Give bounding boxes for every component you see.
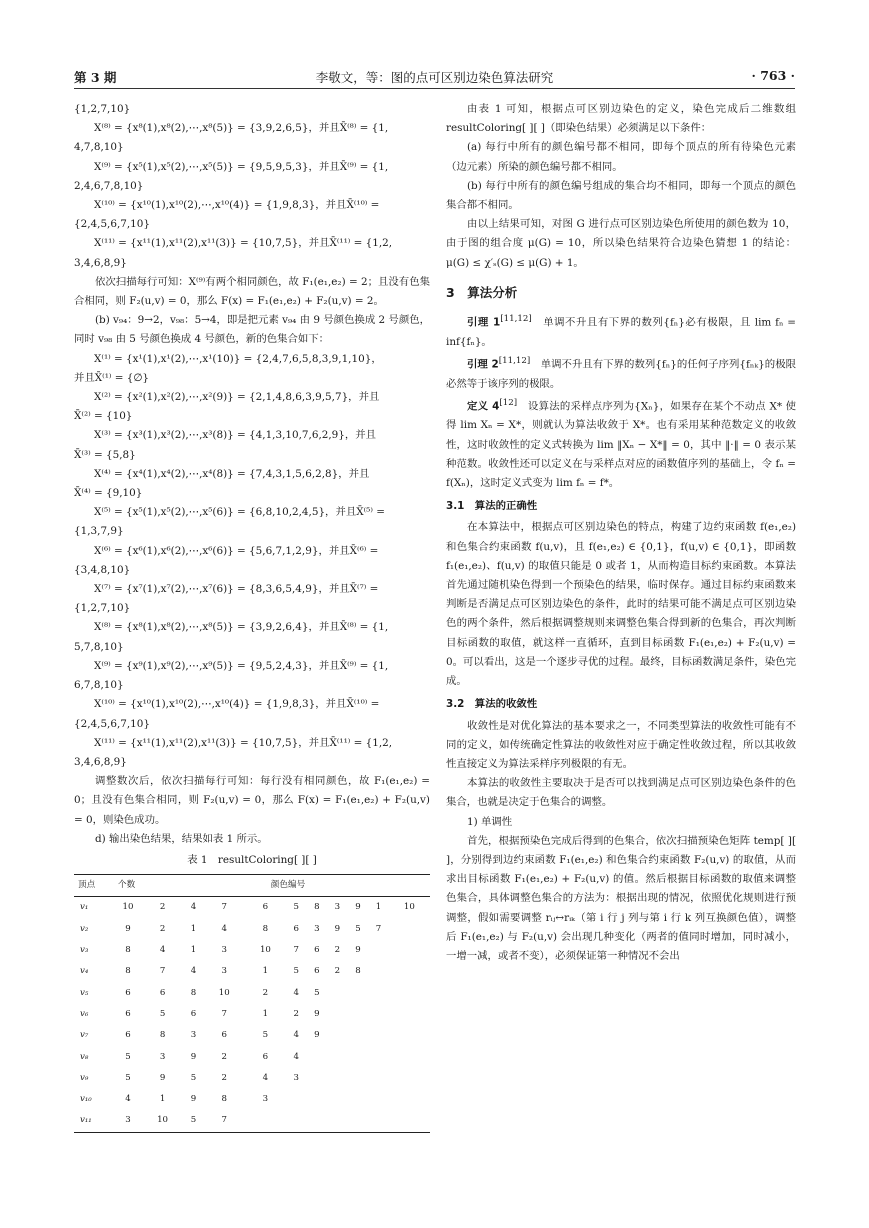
table-caption: 表 1 resultColoring[ ][ ] [187,853,317,866]
color-cell: 4 [190,966,197,977]
table-row [74,940,430,961]
color-cell: 3 [262,1094,269,1105]
result-table [74,874,430,1133]
color-cell: 6 [262,902,269,913]
color-cell: 5 [293,902,299,913]
equation-line: X̄⁽²⁾ = {10} [74,410,133,423]
vertex-cell: v₇ [80,1030,89,1041]
color-cell: 8 [159,1030,166,1041]
color-cell [368,1089,389,1110]
color-cell: 7 [375,923,382,934]
color-cell [389,1110,430,1132]
color-cell: 7 [221,1008,227,1019]
color-cell: 2 [159,923,166,934]
color-cell: 3 [159,1051,166,1062]
color-cell [389,940,430,961]
equation-line: X⁽¹¹⁾ = {x¹¹(1),x¹¹(2),x¹¹(3)} = {10,7,5}，并且X̄⁽¹¹⁾ = {1,2, [94,736,393,749]
color-cell: 5 [159,1008,166,1019]
color-cell [327,1004,348,1025]
color-cell [368,1068,389,1089]
lemma-1 [446,310,796,352]
color-cell [348,1025,369,1046]
color-cell: 3 [221,945,227,956]
color-cell: 7 [221,902,227,913]
color-cell: 6 [159,987,166,998]
paragraph: 调整数次后，依次扫描每行可知：每行没有相同颜色，故 F₁(e₁,e₂) = 0；且没有色集合相同，则 F₂(u,v) = 0，那么 F(x) = F₁(e₁,e₂) + F₂(u,v) = 0，则染色成功。 [74,775,430,826]
color-cell [307,1110,328,1132]
equation-line: X⁽³⁾ = {x³(1),x³(2),⋯,x³(8)} = {4,1,3,10,7,6,2,9}，并且 [94,429,377,442]
color-cell: 4 [221,923,227,934]
equation-line: X⁽¹⁾ = {x¹(1),x¹(2),⋯,x¹(10)} = {2,4,7,6,5,8,3,9,1,10}， [94,352,382,365]
color-cell: 6 [293,923,299,934]
vertex-cell: v₅ [80,987,89,998]
color-cell: 8 [221,1094,227,1105]
paragraph: 收敛性是对优化算法的基本要求之一，不同类型算法的收敛性可能有不同的定义，如传统确定性算法的收敛性对应于确定性收敛过程，所以其收敛性直接定义为算法采样序列极限的有无。 [446,719,796,770]
color-cell: 9 [190,1051,197,1062]
count-cell: 4 [125,1094,131,1105]
color-cell: 6 [314,945,320,956]
equation-line: X̄⁽³⁾ = {5,8} [74,448,136,461]
color-cell [348,1047,369,1068]
color-cell: 5 [293,966,299,977]
color-cell [389,983,430,1004]
color-cell: 3 [334,902,341,913]
color-cell [389,919,430,940]
equation-line: {1,3,7,9} [74,525,124,538]
paragraph: (a) 每行中所有的颜色编号都不相同，即每个顶点的所有待染色元素（边元素）所染的颜色编号都不相同。 [446,141,796,173]
color-cell [307,1089,328,1110]
equation-line: X⁽¹⁰⁾ = {x¹⁰(1),x¹⁰(2),⋯,x¹⁰(4)} = {1,9,8,3}，并且X̄⁽¹⁰⁾ = [94,199,380,212]
color-cell [389,1004,430,1025]
color-cell: 9 [159,1072,166,1083]
color-cell [245,1110,286,1132]
color-cell [389,1047,430,1068]
equation-line: X⁽⁸⁾ = {x⁸(1),x⁸(2),⋯,x⁸(5)} = {3,9,2,6,4}，并且X̄⁽⁸⁾ = {1, [94,621,389,634]
count-cell: 6 [125,1030,131,1041]
paragraph: 1) 单调性 [467,815,513,828]
vertex-cell: v₆ [80,1008,89,1019]
color-cell: 10 [403,902,415,913]
color-cell: 3 [314,923,320,934]
color-cell: 2 [334,966,341,977]
color-cell [368,940,389,961]
count-cell: 8 [125,945,131,956]
color-cell: 1 [190,923,197,934]
color-cell: 2 [262,987,269,998]
color-cell: 3 [293,1072,299,1083]
color-cell [389,961,430,982]
left-column [74,100,430,1133]
citation: [12] [499,397,518,408]
citation: [11,12] [498,355,531,366]
color-cell [327,1068,348,1089]
color-cell: 7 [293,945,299,956]
color-cell: 4 [293,987,299,998]
equation-line: X̄⁽⁴⁾ = {9,10} [74,487,143,500]
equation-line: X⁽⁴⁾ = {x⁴(1),x⁴(2),⋯,x⁴(8)} = {7,4,3,1,5,6,2,8}，并且 [94,467,370,480]
color-cell: 2 [221,1072,227,1083]
color-cell: 8 [355,966,361,977]
color-cell: 4 [262,1072,269,1083]
equation-line: X⁽⁹⁾ = {x⁵(1),x⁵(2),⋯,x⁵(5)} = {9,5,9,5,3}，并且X̄⁽⁹⁾ = {1, [94,160,389,173]
paragraph: d) 输出染色结果，结果如表 1 所示。 [95,832,268,845]
paragraph: (b) 每行中所有的颜色编号组成的集合均不相同，即每一个顶点的颜色集合都不相同。 [446,179,796,212]
equation-line: X⁽⁶⁾ = {x⁶(1),x⁶(2),⋯,x⁶(6)} = {5,6,7,1,2,9}，并且X̄⁽⁶⁾ = [94,544,379,557]
color-cell [368,1110,389,1132]
lemma-2 [446,352,796,394]
color-cell: 4 [293,1051,299,1062]
lemma-label: 引理 1 [467,316,501,329]
color-cell: 5 [190,1072,197,1083]
vertex-cell: v₁₁ [80,1115,92,1126]
color-cell [348,1068,369,1089]
paragraph: 在本算法中，根据点可区别边染色的特点，构建了边约束函数 f(e₁,e₂) 和色集合约束函数 f(u,v)，且 f(e₁,e₂) ∈ {0,1}，f(u,v) ∈ {0,1}，即函数 f₁(e₁,e₂)、f(u,v) 的取值只能是 0 或者 1，从而构造目标约束函数。本算法首先通过随机染色得到一个预染色的结果，临时保存。通过目标约束函数来判断是否满足点可区别边染色的条件，此时的结果可能不满足点可区别边染色的两个条件，然后根据调整规则来调整色集合得到新的色集合，再次判断目标函数的取值，就这样一直循环，直到目标函数 F₁(e₁,e₂) + F₂(u,v) = 0。可以看出，这是一个逐步寻优的过程。最终，目标函数满足条件，染色完成。 [446,521,796,688]
color-cell: 5 [190,1115,197,1126]
paragraph: 由以上结果可知，对图 G 进行点可区别边染色所使用的颜色数为 10，由于图的组合度 μ(G) = 10，所以染色结果符合边染色猜想 1 的结论：μ(G) ≤ χ′ₛ(G) ≤ μ(G) + 1。 [446,218,796,269]
count-cell: 5 [125,1051,131,1062]
color-cell: 8 [314,902,320,913]
definition-text: 设算法的采样点序列为{Xₙ}，如果存在某个不动点 X* 使得 lim Xₙ = X*，则就认为算法收敛于 X*。也有采用某种范数定义的收敛性，这时收敛性的定义式转换为 lim ‖Xₙ − X*‖ = 0，其中 ‖·‖ = 0 表示某种范数。收敛性还可以定义在与采样点对应的函数值序列的基础上，令 fₙ = f(Xₙ)，这时定义式变为 lim fₙ = f*。 [446,400,796,490]
equation-line: 3,4,6,8,9} [74,256,127,269]
color-cell: 6 [221,1030,227,1041]
equation-line: {1,2,7,10} [74,602,131,615]
paragraph: (b) v₉₄：9→2，v₉₈：5→4，即是把元素 v₉₄ 由 9 号颜色换成 2 号颜色，同时 v₉₈ 由 5 号颜色换成 4 号颜色，新的色集合如下： [74,314,430,346]
equation-line: X⁽⁵⁾ = {x⁵(1),x⁵(2),⋯,x⁵(6)} = {6,8,10,2,4,5}，并且X̄⁽⁵⁾ = [94,506,385,519]
color-cell: 1 [375,902,382,913]
vertex-cell: v₁₀ [80,1094,92,1105]
equation-line: X⁽²⁾ = {x²(1),x²(2),⋯,x²(9)} = {2,1,4,8,6,3,9,5,7}，并且 [94,391,380,404]
count-cell: 6 [125,1008,131,1019]
color-cell [327,1025,348,1046]
header-count: 个数 [114,875,142,897]
equation-line: 6,7,8,10} [74,679,124,692]
table-row [74,1025,430,1046]
citation: [11,12] [500,314,532,325]
count-cell: 6 [125,987,131,998]
color-cell [348,1089,369,1110]
vertex-cell: v₈ [80,1051,89,1062]
equation-line: {2,4,5,6,7,10} [74,717,151,730]
color-cell: 6 [262,1051,269,1062]
color-cell: 9 [314,1008,320,1019]
table-row [74,983,430,1004]
lemma-text: 单调不升且有下界的数列{fₙ}的任何子序列{fₙₖ}的极限必然等于该序列的极限。 [446,358,796,390]
color-cell: 2 [293,1008,299,1019]
color-cell [327,1047,348,1068]
color-cell: 10 [218,987,230,998]
table-header-row [74,875,430,897]
paragraph: 由表 1 可知，根据点可区别边染色的定义，染色完成后二维数组 resultColoring[ ][ ]（即染色结果）必须满足以下条件： [446,103,796,135]
table-row [74,1068,430,1089]
color-cell: 9 [355,902,361,913]
color-cell [286,1089,307,1110]
color-cell [327,1089,348,1110]
color-cell: 3 [221,966,227,977]
lemma-label: 引理 2 [467,358,499,371]
equation-line: 4,7,8,10} [74,141,124,154]
color-cell: 10 [259,945,271,956]
color-cell: 5 [314,987,320,998]
color-cell: 4 [190,902,197,913]
color-cell [368,1004,389,1025]
equation-line: X⁽⁸⁾ = {x⁸(1),x⁸(2),⋯,x⁸(5)} = {3,9,2,6,5}，并且X̄⁽⁸⁾ = {1, [94,122,389,135]
color-cell: 7 [221,1115,227,1126]
color-cell [368,1025,389,1046]
color-cell: 9 [314,1030,320,1041]
color-cell [368,983,389,1004]
table-row [74,1089,430,1110]
running-header [74,68,795,89]
color-cell: 1 [262,966,269,977]
paragraph: 首先，根据预染色完成后得到的色集合，依次扫描预染色矩阵 temp[ ][ ]，分别得到边约束函数 F₁(e₁,e₂) 和色集合约束函数 F₂(u,v) 的取值，从而求出目标函数 F₁(e₁,e₂) + F₂(u,v) 的值。然后根据目标函数的取值来调整色集合，具体调整色集合的方法为：根据出现的情况，依照优化规则进行预调整，假如需要调整 rᵢⱼ↔rᵢₖ（第 i 行 j 列与第 i 行 k 列互换颜色值），调整后 F₁(e₁,e₂) 与 F₂(u,v) 会出现几种变化（两者的值同时增加，同时减小，一增一减，或者不变），必须保证第一种情况不会出 [446,834,796,962]
running-title: 李敬文，等：图的点可区别边染色算法研究 [315,70,554,85]
issue-number: 第 3 期 [74,70,117,85]
color-cell: 1 [159,1094,166,1105]
paragraph: 依次扫描每行可知：X⁽⁹⁾有两个相同颜色，故 F₁(e₁,e₂) = 2；且没有色集合相同，则 F₂(u,v) = 0，那么 F(x) = F₁(e₁,e₂) + F₂(u,v) = 2。 [74,275,430,308]
vertex-cell: v₂ [80,923,89,934]
color-cell [327,1110,348,1132]
equation-line: X⁽¹⁰⁾ = {x¹⁰(1),x¹⁰(2),⋯,x¹⁰(4)} = {1,9,8,3}，并且X̄⁽¹⁰⁾ = [94,698,380,711]
table-row [74,897,430,919]
definition-label: 定义 4 [467,400,500,413]
color-cell: 9 [190,1094,197,1105]
page-number: · 763 · [751,68,795,83]
color-cell [368,1047,389,1068]
equation-line: 5,7,8,10} [74,640,124,653]
subsection-heading: 3.1 算法的正确性 [446,500,538,513]
color-cell [307,1068,328,1089]
equation-line: X⁽⁹⁾ = {x⁹(1),x⁹(2),⋯,x⁹(5)} = {9,5,2,4,3}，并且X̄⁽⁹⁾ = {1, [94,659,389,672]
color-cell: 4 [159,945,166,956]
color-cell [348,1110,369,1132]
color-cell: 1 [190,945,197,956]
equation-line: X⁽¹¹⁾ = {x¹¹(1),x¹¹(2),x¹¹(3)} = {10,7,5}，并且X̄⁽¹¹⁾ = {1,2, [94,237,393,250]
header-colors: 颜色编号 [142,875,430,897]
color-cell: 8 [190,987,197,998]
color-cell: 5 [262,1030,269,1041]
paragraph: 本算法的收敛性主要取决于是否可以找到满足点可区别边染色条件的色集合，也就是决定于色集合的调整。 [446,777,796,809]
header-vertex: 顶点 [74,875,114,897]
color-cell: 10 [157,1115,169,1126]
right-column [446,100,796,966]
vertex-cell: v₁ [80,902,89,913]
equation-line: {2,4,5,6,7,10} [74,218,151,231]
vertex-cell: v₄ [80,966,89,977]
equation-line: {3,4,8,10} [74,563,131,576]
equation-line: 并且X̄⁽¹⁾ = {∅} [74,371,150,384]
color-cell: 9 [334,923,341,934]
equation-line: {1,2,7,10} [74,103,131,115]
vertex-cell: v₉ [80,1072,89,1083]
lemma-text: 单调不升且有下界的数列{fₙ}必有极限，且 lim fₙ = inf{fₙ}。 [446,316,796,348]
color-cell: 4 [293,1030,299,1041]
table-row [74,961,430,982]
color-cell: 7 [159,966,166,977]
equation-line: X⁽⁷⁾ = {x⁷(1),x⁷(2),⋯,x⁷(6)} = {8,3,6,5,4,9}，并且X̄⁽⁷⁾ = [94,583,379,596]
equation-line: 3,4,6,8,9} [74,755,127,768]
color-cell [389,1089,430,1110]
table-row [74,919,430,940]
definition-4 [446,394,796,493]
color-cell [307,1047,328,1068]
color-cell: 2 [159,902,166,913]
color-cell [389,1025,430,1046]
color-cell [348,983,369,1004]
table-row [74,1004,430,1025]
table-row [74,1047,430,1068]
vertex-cell: v₃ [80,945,89,956]
color-cell: 1 [262,1008,269,1019]
section-heading: 3 算法分析 [446,284,518,300]
color-cell: 2 [334,945,341,956]
color-cell [368,961,389,982]
color-cell: 9 [355,945,361,956]
count-cell: 5 [125,1072,131,1083]
equation-line: 2,4,6,7,8,10} [74,179,144,192]
count-cell: 8 [125,966,131,977]
color-cell: 2 [221,1051,227,1062]
count-cell: 3 [125,1115,131,1126]
color-cell [348,1004,369,1025]
color-cell [286,1110,307,1132]
table-row [74,1110,430,1132]
subsection-heading: 3.2 算法的收敛性 [446,698,538,711]
color-cell [327,983,348,1004]
count-cell: 9 [125,923,131,934]
color-cell: 6 [190,1008,197,1019]
color-cell: 5 [355,923,361,934]
color-cell: 6 [314,966,320,977]
color-cell [389,1068,430,1089]
color-cell: 8 [262,923,269,934]
color-cell: 3 [190,1030,197,1041]
count-cell: 10 [122,902,134,913]
